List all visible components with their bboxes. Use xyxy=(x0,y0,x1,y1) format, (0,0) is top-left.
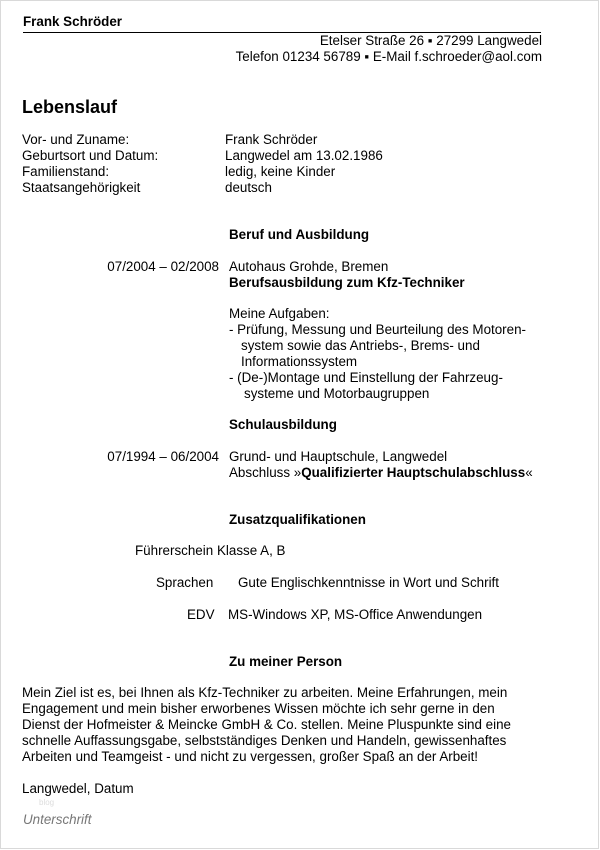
section-heading-beruf: Beruf und Ausbildung xyxy=(229,227,370,242)
schule-name: Grund- und Hauptschule, Langwedel xyxy=(229,449,448,464)
beruf-task-line: Informationssystem xyxy=(241,354,358,369)
beruf-task-line: - (De-)Montage und Einstellung der Fahrzeug- xyxy=(229,370,503,385)
person-text-line: Engagement und mein bisher erworbenes Wissen möchte ich sehr gerne in den xyxy=(22,701,495,716)
personal-value: deutsch xyxy=(225,180,272,195)
header-contact: Telefon 01234 56789 ▪ E-Mail f.schroeder@aol.com xyxy=(235,49,542,64)
zusatz-label: Führerschein xyxy=(135,543,214,558)
watermark-text: blog xyxy=(39,798,55,807)
person-text-line: Dienst der Hofmeister & Meincke GmbH & Co. stellen. Meine Pluspunkte sind eine xyxy=(22,717,511,732)
schule-degree xyxy=(229,465,533,481)
personal-label: Familienstand: xyxy=(22,164,110,179)
schule-degree-prefix: Abschluss » xyxy=(229,465,302,480)
zusatz-value: MS-Windows XP, MS-Office Anwendungen xyxy=(228,607,483,622)
personal-label: Staatsangehörigkeit xyxy=(22,180,141,195)
header-address: Etelser Straße 26 ▪ 27299 Langwedel xyxy=(319,33,542,48)
page-title: Lebenslauf xyxy=(22,97,118,117)
person-text-line: Arbeiten und Teamgeist - und nicht zu vergessen, großer Spaß an der Arbeit! xyxy=(22,749,479,764)
signature-label: Unterschrift xyxy=(23,812,92,827)
beruf-tasks-heading: Meine Aufgaben: xyxy=(229,306,330,321)
header-name: Frank Schröder xyxy=(23,14,122,29)
personal-value: Frank Schröder xyxy=(225,132,318,147)
zusatz-value: Klasse A, B xyxy=(217,543,286,558)
place-date: Langwedel, Datum xyxy=(22,781,134,796)
personal-value: Langwedel am 13.02.1986 xyxy=(225,148,383,163)
zusatz-value: Gute Englischkenntnisse in Wort und Schrift xyxy=(238,575,499,590)
person-text-line: schnelle Auffassungsgabe, selbstständiges Denken und Handeln, gewissenhaftes xyxy=(22,733,507,748)
schule-degree-suffix: « xyxy=(525,465,533,480)
beruf-task-line: - Prüfung, Messung und Beurteilung des Motoren- xyxy=(229,322,526,337)
section-heading-person: Zu meiner Person xyxy=(229,654,343,669)
beruf-employer: Autohaus Grohde, Bremen xyxy=(229,259,389,274)
beruf-position: Berufsausbildung zum Kfz-Techniker xyxy=(229,275,465,290)
beruf-task-line: system sowie das Antriebs-, Brems- und xyxy=(241,338,480,353)
person-text-line: Mein Ziel ist es, bei Ihnen als Kfz-Techniker zu arbeiten. Meine Erfahrungen, mein xyxy=(22,685,508,700)
section-heading-schule: Schulausbildung xyxy=(229,417,337,432)
personal-label: Geburtsort und Datum: xyxy=(22,148,159,163)
personal-value: ledig, keine Kinder xyxy=(225,164,336,179)
zusatz-label: EDV xyxy=(187,607,215,622)
section-heading-zusatz: Zusatzqualifikationen xyxy=(229,512,366,527)
schule-degree-title: Qualifizierter Hauptschulabschluss xyxy=(301,465,526,480)
schule-date: 07/1994 – 06/2004 xyxy=(107,449,219,464)
zusatz-label: Sprachen xyxy=(156,575,214,590)
personal-label: Vor- und Zuname: xyxy=(22,132,130,147)
beruf-task-line: systeme und Motorbaugruppen xyxy=(244,386,430,401)
beruf-date: 07/2004 – 02/2008 xyxy=(107,259,219,274)
